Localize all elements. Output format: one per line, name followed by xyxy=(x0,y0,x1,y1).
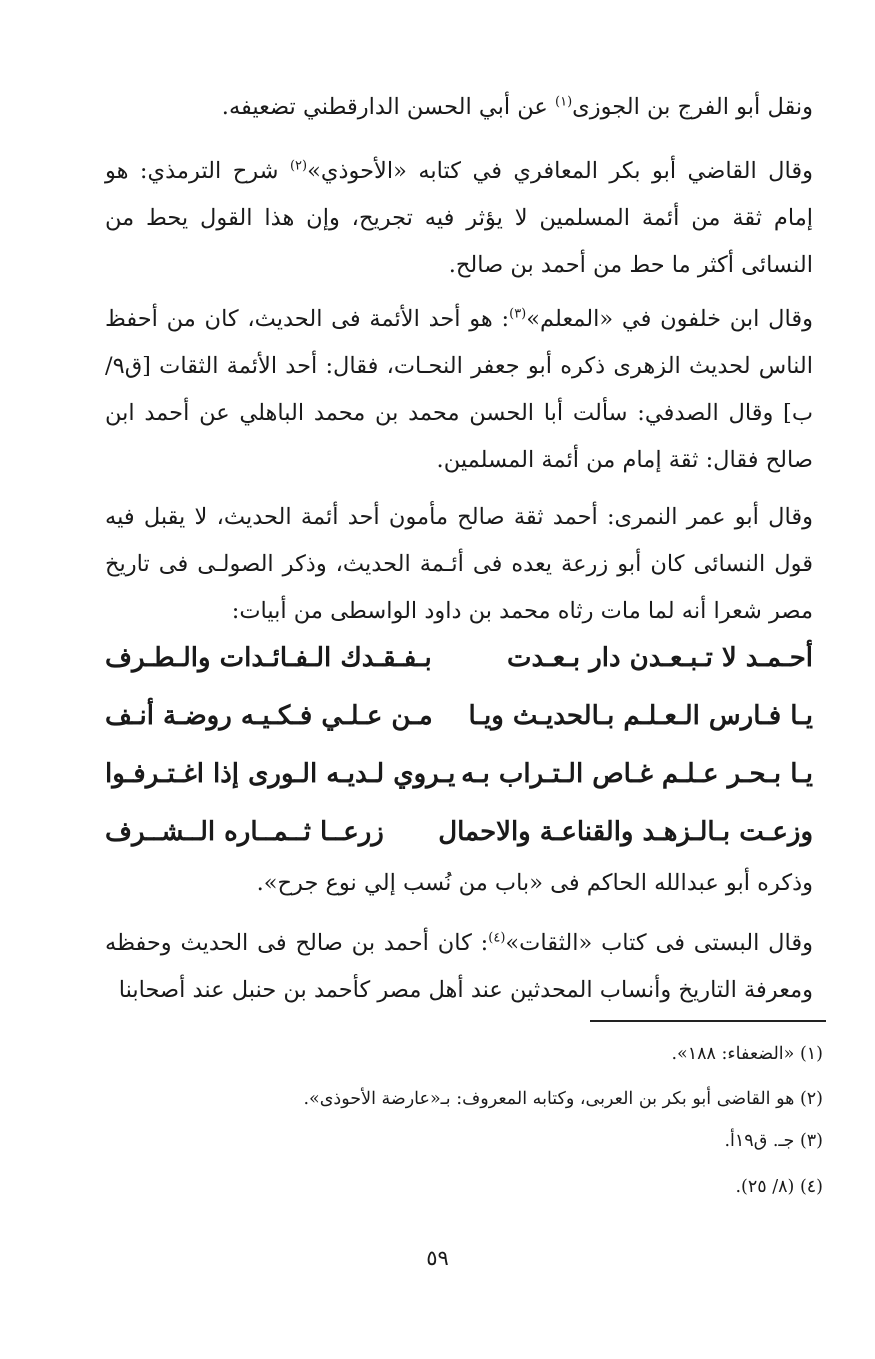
footnote-3 xyxy=(123,1129,823,1153)
verse-first-hemistich: أحـمـد لا تـبـعـدن دار بـعـدت xyxy=(507,643,813,673)
paragraph-1 xyxy=(105,84,813,131)
footnote-text: هو القاضى أبو بكر بن العربى، وكتابه المعروف: بـ«عارضة الأحوذى». xyxy=(303,1089,795,1109)
paragraph-text: وقال أبو عمر النمرى: أحمد ثقة صالح مأمون أحد أئمة الحديث، لا يقبل فيه قول النسائى كان أبو زرعة يعده فى أئـمة الحديث، وذكر الصولـى فى تاريخ مصر شعرا أنه لما مات رثاه محمد بن داود الواسطى من أبيات: xyxy=(105,504,813,624)
verse-line-4 xyxy=(105,803,813,861)
footnote-text: (٨/ ٢٥). xyxy=(735,1177,795,1197)
footnote-2 xyxy=(123,1087,823,1111)
verse-line-2 xyxy=(105,687,813,745)
paragraph-text: وذكره أبو عبدالله الحاكم فى «باب من نُسب إلي نوع جرح». xyxy=(256,870,813,896)
footnote-number: (٤) xyxy=(799,1177,823,1197)
footnote-marker: (٣) xyxy=(509,306,527,322)
verse-second-hemistich: بـفـقـدك الـفـائـدات والـطـرف xyxy=(105,643,432,673)
verse-second-hemistich: يـروي لـديـه الـورى إذا اغـتـرفـوا xyxy=(105,759,456,789)
verse-line-3 xyxy=(105,745,813,803)
verse-first-hemistich: وزعـت بـالـزهـد والقناعـة والاحمال xyxy=(438,817,813,847)
verse-first-hemistich: يـا بـحـر عـلـم غـاص الـتـراب بـه xyxy=(461,759,813,789)
footnote-number: (١) xyxy=(799,1044,823,1064)
paragraph-text: وقال البستى فى كتاب «الثقات» xyxy=(505,930,813,956)
footnote-text: «الضعفاء: ١٨٨». xyxy=(671,1044,795,1064)
footnote-separator xyxy=(590,1020,826,1022)
page-number: ٥٩ xyxy=(426,1246,449,1270)
paragraph-2 xyxy=(105,148,813,289)
footnote-marker: (١) xyxy=(555,94,573,110)
footnote-1 xyxy=(123,1042,823,1066)
paragraph-3 xyxy=(105,296,813,484)
footnote-marker: (٤) xyxy=(488,930,506,946)
paragraph-text: وقال ابن خلفون في «المعلم» xyxy=(526,306,813,332)
verse-line-1 xyxy=(105,629,813,687)
paragraph-4 xyxy=(105,494,813,635)
paragraph-text: : هو أحد الأئمة فى الحديث، كان من أحفظ الناس لحديث الزهرى ذكره أبو جعفر النحـات، فقال: أحد الأئمة الثقات [ق٩/ ب] وقال الصدفي: سألت أبا الحسن محمد بن محمد الباهلي عن أحمد ابن صالح فقال: ثقة إمام من أئمة المسلمين. xyxy=(105,306,813,473)
footnote-number: (٣) xyxy=(799,1131,823,1151)
paragraph-text: وقال القاضي أبو بكر المعافري في كتابه «الأحوذي» xyxy=(307,158,814,184)
footnote-number: (٢) xyxy=(799,1089,823,1109)
paragraph-5 xyxy=(105,860,813,907)
paragraph-text: : كان أحمد بن صالح فى الحديث وحفظه ومعرفة التاريخ وأنساب المحدثين عند أهل مصر كأحمد بن حنبل عند أصحابنا xyxy=(105,930,813,1003)
footnote-text: جـ. ق١٩أ. xyxy=(724,1131,795,1151)
paragraph-text: ونقل أبو الفرج بن الجوزى xyxy=(572,94,813,120)
footnote-marker: (٢) xyxy=(289,158,308,174)
verse-second-hemistich: زرعــا ثــمــاره الــشــرف xyxy=(105,817,384,847)
paragraph-text: شرح الترمذي: هو إمام ثقة من أئمة المسلمين لا يؤثر فيه تجريح، وإن هذا القول يحط من النسائى أكثر ما حط من أحمد بن صالح. xyxy=(105,158,813,278)
verse-first-hemistich: يـا فـارس الـعـلـم بـالحديـث ويـا xyxy=(468,701,813,731)
footnote-4 xyxy=(123,1175,823,1199)
paragraph-6 xyxy=(105,920,813,1014)
verse-second-hemistich: مـن عـلـي فـكـيـه روضـة أنـف xyxy=(105,701,433,731)
paragraph-text: عن أبي الحسن الدارقطني تضعيفه. xyxy=(221,94,556,120)
